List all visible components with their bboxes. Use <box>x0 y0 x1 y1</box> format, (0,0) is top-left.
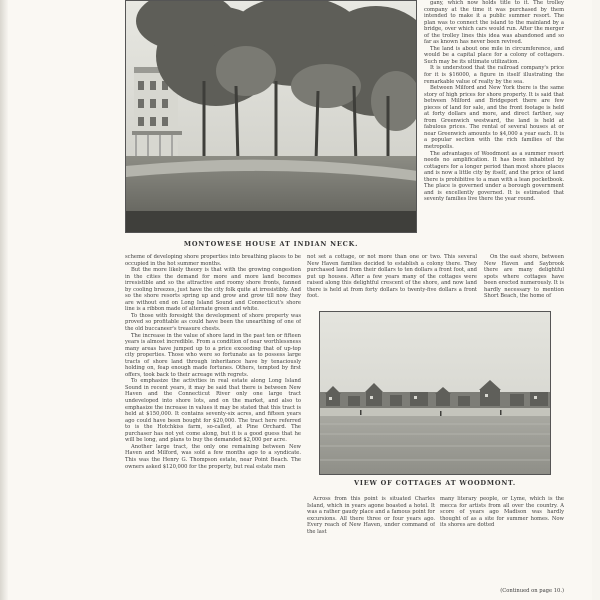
paragraph: The advantages of Woodmont as a summer resort needs no amplification. It has been inhabited by cottagers for a longer period than most shore places and is now a little city by itself, and the price of land there is prohibitive to a man with a lean pocketbook. The place is governed under a borough government and is excellently governed. It is estimated that seventy families live there the year round. <box>424 150 564 203</box>
montowese-house-photo <box>125 0 417 233</box>
paragraph <box>307 312 317 352</box>
woodmont-cottages-caption: VIEW OF COTTAGES AT WOODMONT. <box>354 479 516 487</box>
article-column-right-mid <box>484 254 564 310</box>
paragraph: scheme of developing shore properties into breathing places to be occupied in the hot summer months. <box>125 254 301 267</box>
paragraph: To emphasize the activities in real estate along Long Island Sound in recent years, it may be said that there is between New Haven and the Connecticut River only one large tract undeveloped into shore lots, and on the market, and also to emphasize the increase in values it may be stated that this tract is held at $150,000. It contains seventy-six acres, and fifteen years ago could have been bought for $20,000. The tract here referred to is the Hotchkiss farm, so-called, at Pine Orchard. The purchaser has not yet come along, but it is a good guess that he will be long, and plans to buy the demanded $2,000 per acre. <box>125 378 301 444</box>
paragraph: gany, which now holds title to it. The trolley company at the time it was purchased by them intended to make it a public summer resort. The plan was to connect the island to the mainland by a bridge, over which cars would run. After the merger of the trolley lines this idea was abandoned and so far as known has never been revived. <box>424 0 564 46</box>
article-column-middle <box>307 254 477 310</box>
article-column-bottom-middle <box>307 496 435 596</box>
paragraph: On the east shore, between New Haven and Saybrook there are many delightful spots where cottages have been erected numerously. It is hardly necessary to mention Short Beach, the home of <box>484 254 564 300</box>
paragraph: Across from this point is situated Charles Island, which in years agone boasted a hotel. It was a rather gaudy place and a famous point for excursions. All there three or four years ago. Every reach of New Haven, under command of the last <box>307 496 435 535</box>
article-column-left <box>125 254 301 594</box>
paragraph: The land is about one mile in circumference, and would be a capital place for a colony of cottagers. Such may be its ultimate utilization. <box>424 45 564 65</box>
paragraph: many literary people, or Lyme, which is the mecca for artists from all over the country. A score of years ago Madison was hardly thought of as a site for summer homes. Now its shores are dotted <box>440 496 564 529</box>
article-column-bottom-right <box>440 496 564 596</box>
paragraph: Between Milford and New York there is the same story of high prices for shore property. It is said that between Milford and Bridgeport there are few pieces of land for sale, and the front footage is held at forty dollars and more, and direct farther, say from Greenwich westward, the land is held at fabulous prices. The rental of several houses at or near Greenwich amounts to $4,000 a year each. It is a popular section with the rich families of the metropolis. <box>424 85 564 151</box>
article-column-right-top <box>424 0 564 252</box>
paragraph: not set a cottage, or not more than one or two. This several New Haven families decided to establish a colony there. They purchased land from their dollars to ten dollars a front foot, and put up houses. After a few years many of the cottages were raised along this delightful crescent of the shore, and now land there is held at from forty dollars to twenty-five dollars a front foot. <box>307 254 477 300</box>
woodmont-cottages-photo <box>319 311 551 475</box>
paragraph: Another large tract, the only one remaining between New Haven and Milford, was sold a few months ago to a syndicate. This was the Henry G. Thompson estate, near Point Beach. The owners asked $120,000 for the property, but real estate men <box>125 443 301 470</box>
paragraph: To those with foresight the development of shore property was proved so profitable as could have been the unearthing of one of the old buccaneer's treasure chests. <box>125 312 301 333</box>
paragraph: But the more likely theory is that with the growing congestion in the cities the demand for more and more land becomes irresistible and so the attractive and roomy shore fronts, fanned by cooling breezes, just have the city folk quite at irresistibly. And so the shore resorts spring up and grow and grow till now they are without end on Long Island Sound and Connecticut's shore line is a ribbon made of alternate green and white. <box>125 267 301 313</box>
paragraph: It is understood that the railroad company's price for it is $16000, a figure in itself illustrating the remarkable value of realty by the sea. <box>424 65 564 85</box>
montowese-house-caption: MONTOWESE HOUSE AT INDIAN NECK. <box>183 240 359 248</box>
continued-note: (Continued on page 10.) <box>500 588 564 594</box>
paragraph: The increase in the value of shore land in the past ten or fifteen years is almost incredible. From a condition of near worthlessness many areas have jumped up to a price exceeding that of up-top city properties. Those who were so fortunate as to possess large tracts of shore land through inheritance have by tenaciously holding on, feap enough made fortunes. Others, tempted by first offers, took back to their acreage with regrets. <box>125 332 301 378</box>
article-column-crescent <box>307 312 317 494</box>
page-binding-edge <box>0 0 8 600</box>
